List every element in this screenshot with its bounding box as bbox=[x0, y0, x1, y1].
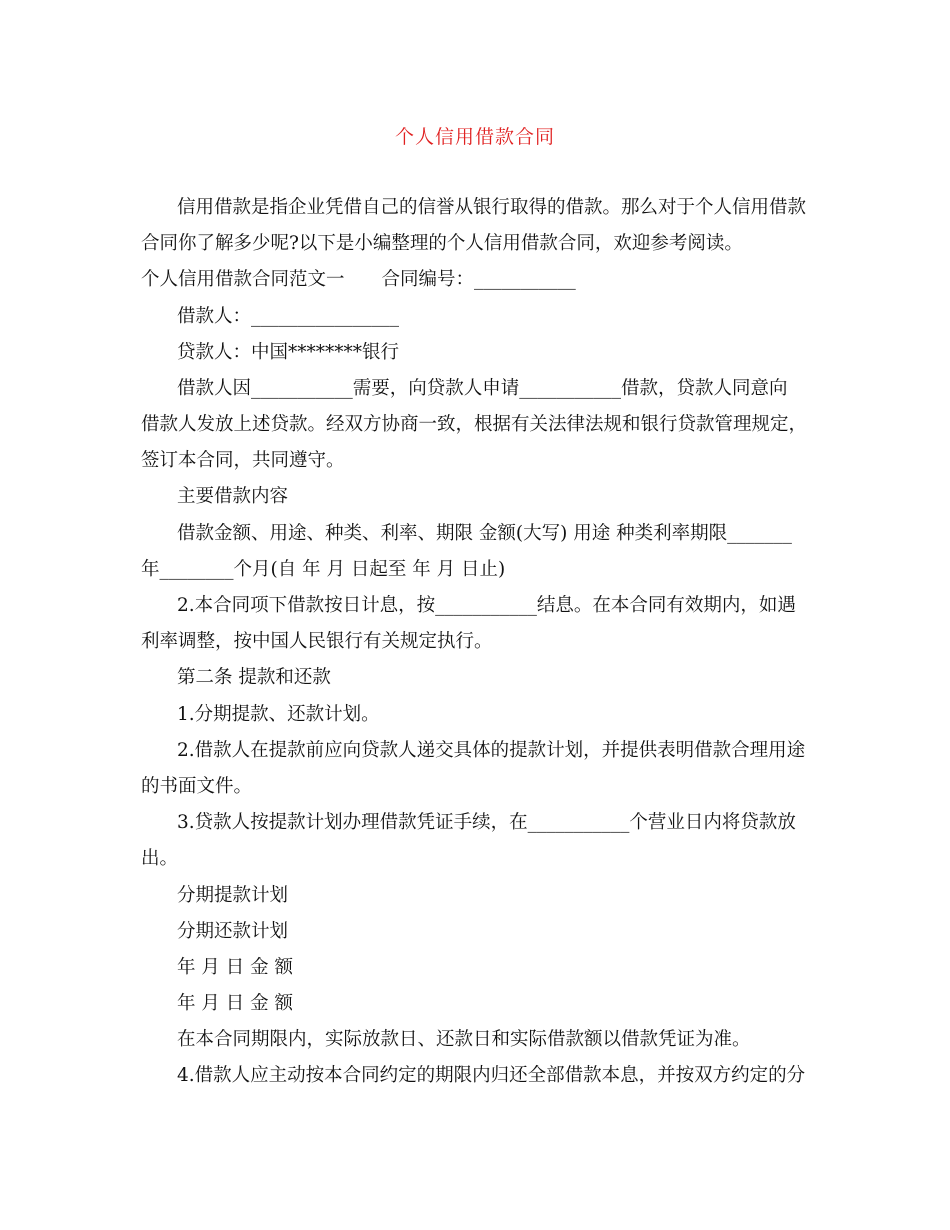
paragraph-line: 1.分期提款、还款计划。 bbox=[177, 704, 380, 725]
paragraph-line: 在本合同期限内，实际放款日、还款日和实际借款额以借款凭证为准。 bbox=[177, 1029, 751, 1050]
contract-number-line: 个人信用借款合同范文一 合同编号：___________ bbox=[141, 269, 576, 290]
plan-row: 年 月 日 金 额 bbox=[177, 957, 294, 978]
paragraph-line: 信用借款是指企业凭借自己的信誉从银行取得的借款。那么对于个人信用借款 bbox=[177, 197, 807, 218]
document-title: 个人信用借款合同 bbox=[394, 126, 555, 148]
paragraph-line: 出。 bbox=[141, 848, 179, 869]
paragraph-line: 年________个月(自 年 月 日起至 年 月 日止) bbox=[141, 559, 506, 580]
plan-heading: 分期提款计划 bbox=[177, 885, 289, 906]
plan-row: 年 月 日 金 额 bbox=[177, 993, 294, 1014]
paragraph-line: 的书面文件。 bbox=[141, 776, 253, 797]
paragraph-line: 借款人因___________需要，向贷款人申请___________借款，贷款人同意向 bbox=[177, 378, 788, 399]
paragraph-line: 签订本合同，共同遵守。 bbox=[141, 450, 345, 471]
borrower-line: 借款人：________________ bbox=[177, 306, 400, 327]
paragraph-line: 利率调整，按中国人民银行有关规定执行。 bbox=[141, 631, 493, 652]
section-heading: 第二条 提款和还款 bbox=[177, 667, 331, 688]
section-heading: 主要借款内容 bbox=[177, 486, 289, 507]
paragraph-line: 合同你了解多少呢?以下是小编整理的个人信用借款合同，欢迎参考阅读。 bbox=[141, 233, 743, 254]
plan-heading: 分期还款计划 bbox=[177, 921, 289, 942]
paragraph-line: 借款金额、用途、种类、利率、期限 金额(大写) 用途 种类利率期限_______ bbox=[177, 523, 792, 544]
paragraph-line: 4.借款人应主动按本合同约定的期限内归还全部借款本息，并按双方约定的分 bbox=[177, 1065, 806, 1086]
paragraph-line: 借款人发放上述贷款。经双方协商一致，根据有关法律法规和银行贷款管理规定， bbox=[141, 414, 808, 435]
lender-line: 贷款人：中国********银行 bbox=[177, 342, 400, 363]
paragraph-line: 2.借款人在提款前应向贷款人递交具体的提款计划，并提供表明借款合理用途 bbox=[177, 740, 806, 761]
paragraph-line: 2.本合同项下借款按日计息，按___________结息。在本合同有效期内，如遇 bbox=[177, 595, 796, 616]
paragraph-line: 3.贷款人按提款计划办理借款凭证手续，在___________个营业日内将贷款放 bbox=[177, 812, 796, 833]
